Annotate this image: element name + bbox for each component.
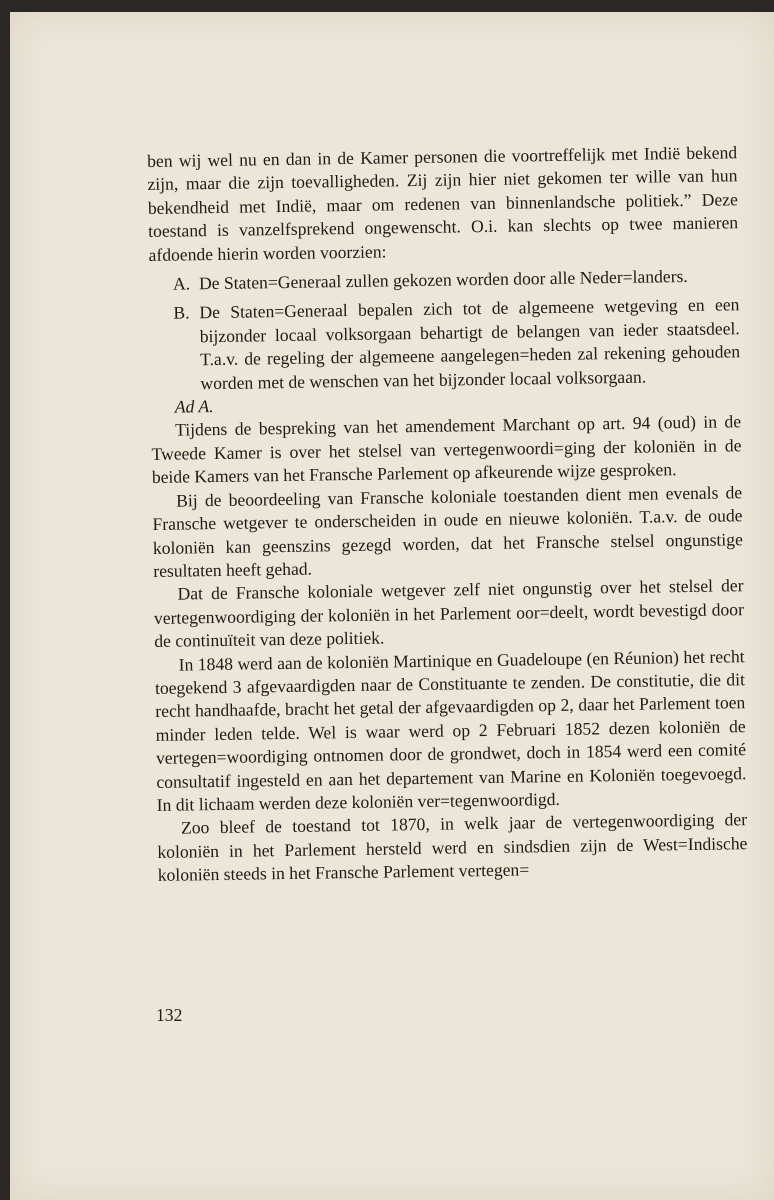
book-page — [10, 12, 774, 1200]
intro-paragraph: ben wij wel nu en dan in de Kamer personen die voortreffelijk met Indië bekend zijn, maar die zijn toevalligheden. Zij zijn hier niet gekomen ter wille van hun bekendheid met Indië, maar om redenen van binnenlandsche politiek.” Deze toestand is vanzelfsprekend ongewenscht. O.i. kan slechts op twee manieren afdoende hierin worden voorzien: — [147, 142, 739, 265]
body-paragraph: Tijdens de bespreking van het amendement Marchant op art. 94 (oud) in de Tweede Kamer is over het stelsel van vertegenwoordi=ging der koloniën in de beide Kamers van het Fransche Parlement op afkeurende wijze gesproken. — [151, 411, 742, 488]
list-label: B. — [173, 302, 190, 324]
page-number: 132 — [156, 1005, 183, 1025]
body-paragraph: Dat de Fransche koloniale wetgever zelf niet ongunstig over het stelsel der vertegenwoordiging der koloniën in het Parlement oor=deelt, wordt bevestigd door de continuïteit van deze politiek. — [153, 575, 745, 652]
body-paragraph: In 1848 werd aan de koloniën Martinique en Guadeloupe (en Réunion) het recht toegekend 3 afgevaardigden naar de Constituante te zenden. De constitutie, die dit recht handhaafde, bracht het getal der afgevaardigden op 2, daar het Parlement toen minder leden telde. Wel is waar werd op 2 Februari 1852 dezen koloniën de vertegen=woordiging ontnomen door de grondwet, doch in 1854 werd een comité consultatif ingesteld en aan het departement van Marine en Koloniën toegevoegd. In dit lichaam werden deze koloniën ver=tegenwoordigd. — [154, 645, 747, 815]
page-text — [147, 141, 748, 887]
body-paragraph: Zoo bleef de toestand tot 1870, in welk jaar de vertegenwoordiging der koloniën in het Parlement hersteld werd en sindsdien zijn de West=Indische koloniën steeds in het Fransche Parlement vertegen= — [157, 809, 748, 886]
list-item-a — [149, 264, 739, 296]
section-heading: Ad A. — [174, 396, 214, 417]
list-label: A. — [172, 273, 191, 294]
list-text: De Staten=Generaal bepalen zich tot de algemeene wetgeving en een bijzonder locaal volksorgaan behartigt de belangen van ieder staatsdeel. T.a.v. de regeling der algemeene aangelegen=heden zal rekening gehouden worden met de wenschen van het bijzonder locaal volksorgaan. — [199, 294, 741, 393]
body-paragraph: Bij de beoordeeling van Fransche koloniale toestanden dient men evenals de Fransche wetgever te onderscheiden in oude en nieuwe koloniën. T.a.v. de oude koloniën kan geenszins gezegd worden, dat het Fransche stelsel ongunstige resultaten heeft gehad. — [152, 481, 743, 581]
list-text: De Staten=Generaal zullen gekozen worden door alle Neder=landers. — [198, 266, 688, 294]
list-item-b — [149, 294, 740, 396]
